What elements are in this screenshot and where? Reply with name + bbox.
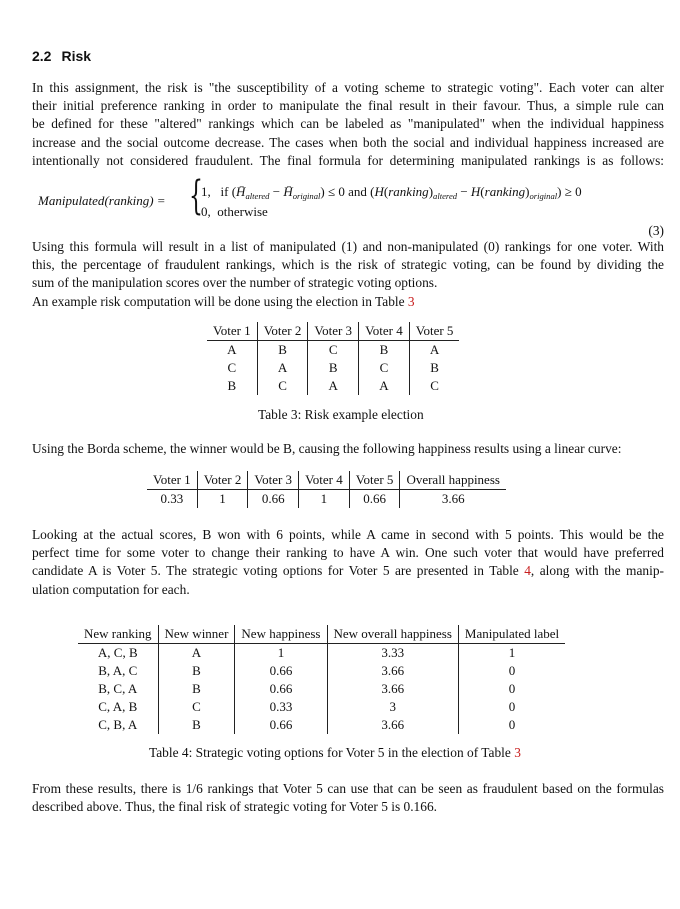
table-row: C, A, B C 0.33 3 0 <box>78 698 565 716</box>
table-header: Voter 1 <box>207 322 257 341</box>
table-row: 0.33 1 0.66 1 0.66 3.66 <box>147 490 506 509</box>
table-ref-link[interactable]: 3 <box>514 745 521 760</box>
text-line: be defined for these "altered" rankings which can be labeled as "manipulated" when the individual happiness <box>32 116 664 132</box>
table-row: B, C, A B 0.66 3.66 0 <box>78 680 565 698</box>
table-ref-link[interactable]: 4 <box>524 563 531 579</box>
formula-case-1: 1, if ($H̄_{altered}$ − $H̄_{original}) \le 0$ and ($H(ranking)_{altered}$ − $H(ranking)_{original}) \ge 0$ <box>201 184 582 201</box>
text-line: described above. Thus, the final risk of strategic voting for Voter 5 is 0.166. <box>32 799 437 815</box>
table-risk-example-election <box>207 322 459 395</box>
text-line: perfect time for some voter to change their ranking to have A win. One such voter that would have preferred <box>32 545 664 561</box>
text-line: ulation computation for each. <box>32 581 190 597</box>
text-line: this, the percentage of fraudulent rankings, which is the risk of strategic voting, can be found by dividing the <box>32 257 664 273</box>
table-row: B, A, C B 0.66 3.66 0 <box>78 662 565 680</box>
equation-number: (3) <box>648 223 664 238</box>
manipulation-formula <box>38 173 668 224</box>
table-strategic-voting-options <box>78 625 565 734</box>
borda-paragraph <box>32 440 664 458</box>
text-line: Using the Borda scheme, the winner would be B, causing the following happiness results using a linear curve: <box>32 441 622 456</box>
table-header: Voter 3 <box>308 322 359 341</box>
text-line: From these results, there is 1/6 rankings that Voter 5 can use that can be seen as fraudulent based on the formulas <box>32 781 664 796</box>
section-number: 2.2 <box>32 48 52 64</box>
table-header: Voter 5 <box>349 471 400 490</box>
formula-explanation-paragraph <box>32 238 664 311</box>
brace-symbol: { <box>189 173 203 219</box>
text-line: candidate A is Voter 5. The strategic voting options for Voter 5 are presented in Table 4, along with the manip- <box>32 563 664 579</box>
table-header: Voter 2 <box>257 322 308 341</box>
text-line: Looking at the actual scores, B won with 6 points, while A came in second with 5 points. This would be the <box>32 527 664 542</box>
formula-lhs: Manipulated(ranking) = <box>38 193 166 208</box>
table-row: B C A A C <box>207 377 459 395</box>
table-header: New winner <box>158 625 235 644</box>
text-line: Using this formula will result in a list of manipulated (1) and non-manipulated (0) rankings for one voter. With <box>32 239 664 254</box>
table-header: New happiness <box>235 625 327 644</box>
text-line: increase and the social outcome decrease. The cases when both the social and individual happiness increased are <box>32 134 664 150</box>
scores-paragraph <box>32 526 664 599</box>
table-header: New ranking <box>78 625 158 644</box>
table-header: Voter 4 <box>359 322 410 341</box>
conclusion-paragraph <box>32 780 664 816</box>
table-row: A, C, B A 1 3.33 1 <box>78 644 565 663</box>
table-happiness-results <box>147 471 506 508</box>
table-header: Voter 4 <box>299 471 350 490</box>
table-header: Voter 5 <box>409 322 459 341</box>
table-header: Voter 2 <box>197 471 248 490</box>
table-header: Voter 1 <box>147 471 197 490</box>
intro-paragraph <box>32 79 664 170</box>
text-line: intentionally not considered fraudulent. The final formula for determining manipulated rankings is as follows: <box>32 152 664 168</box>
section-title: Risk <box>61 48 92 64</box>
text-line: their initial preference ranking in order to manipulate the final result in their favour. Thus, a simple rule can <box>32 98 664 114</box>
table-row: C A B C B <box>207 359 459 377</box>
text-line: In this assignment, the risk is "the susceptibility of a voting scheme to strategic voting". Each voter can alter <box>32 80 664 95</box>
text-line: An example risk computation will be done using the election in Table 3 <box>32 293 415 309</box>
table-header: New overall happiness <box>327 625 458 644</box>
table-row: A B C B A <box>207 341 459 360</box>
table-4-caption: Table 4: Strategic voting options for Voter 5 in the election of Table 3 <box>149 745 521 760</box>
table-header: Manipulated label <box>458 625 565 644</box>
table-3-caption: Table 3: Risk example election <box>258 407 424 422</box>
text-line: sum of the manipulation scores over the number of strategic voting options. <box>32 275 438 291</box>
table-row: C, B, A B 0.66 3.66 0 <box>78 716 565 734</box>
section-heading <box>32 47 91 65</box>
table-header: Overall happiness <box>400 471 506 490</box>
formula-case-2: 0, otherwise <box>201 204 268 219</box>
table-header: Voter 3 <box>248 471 299 490</box>
table-ref-link[interactable]: 3 <box>407 293 415 309</box>
